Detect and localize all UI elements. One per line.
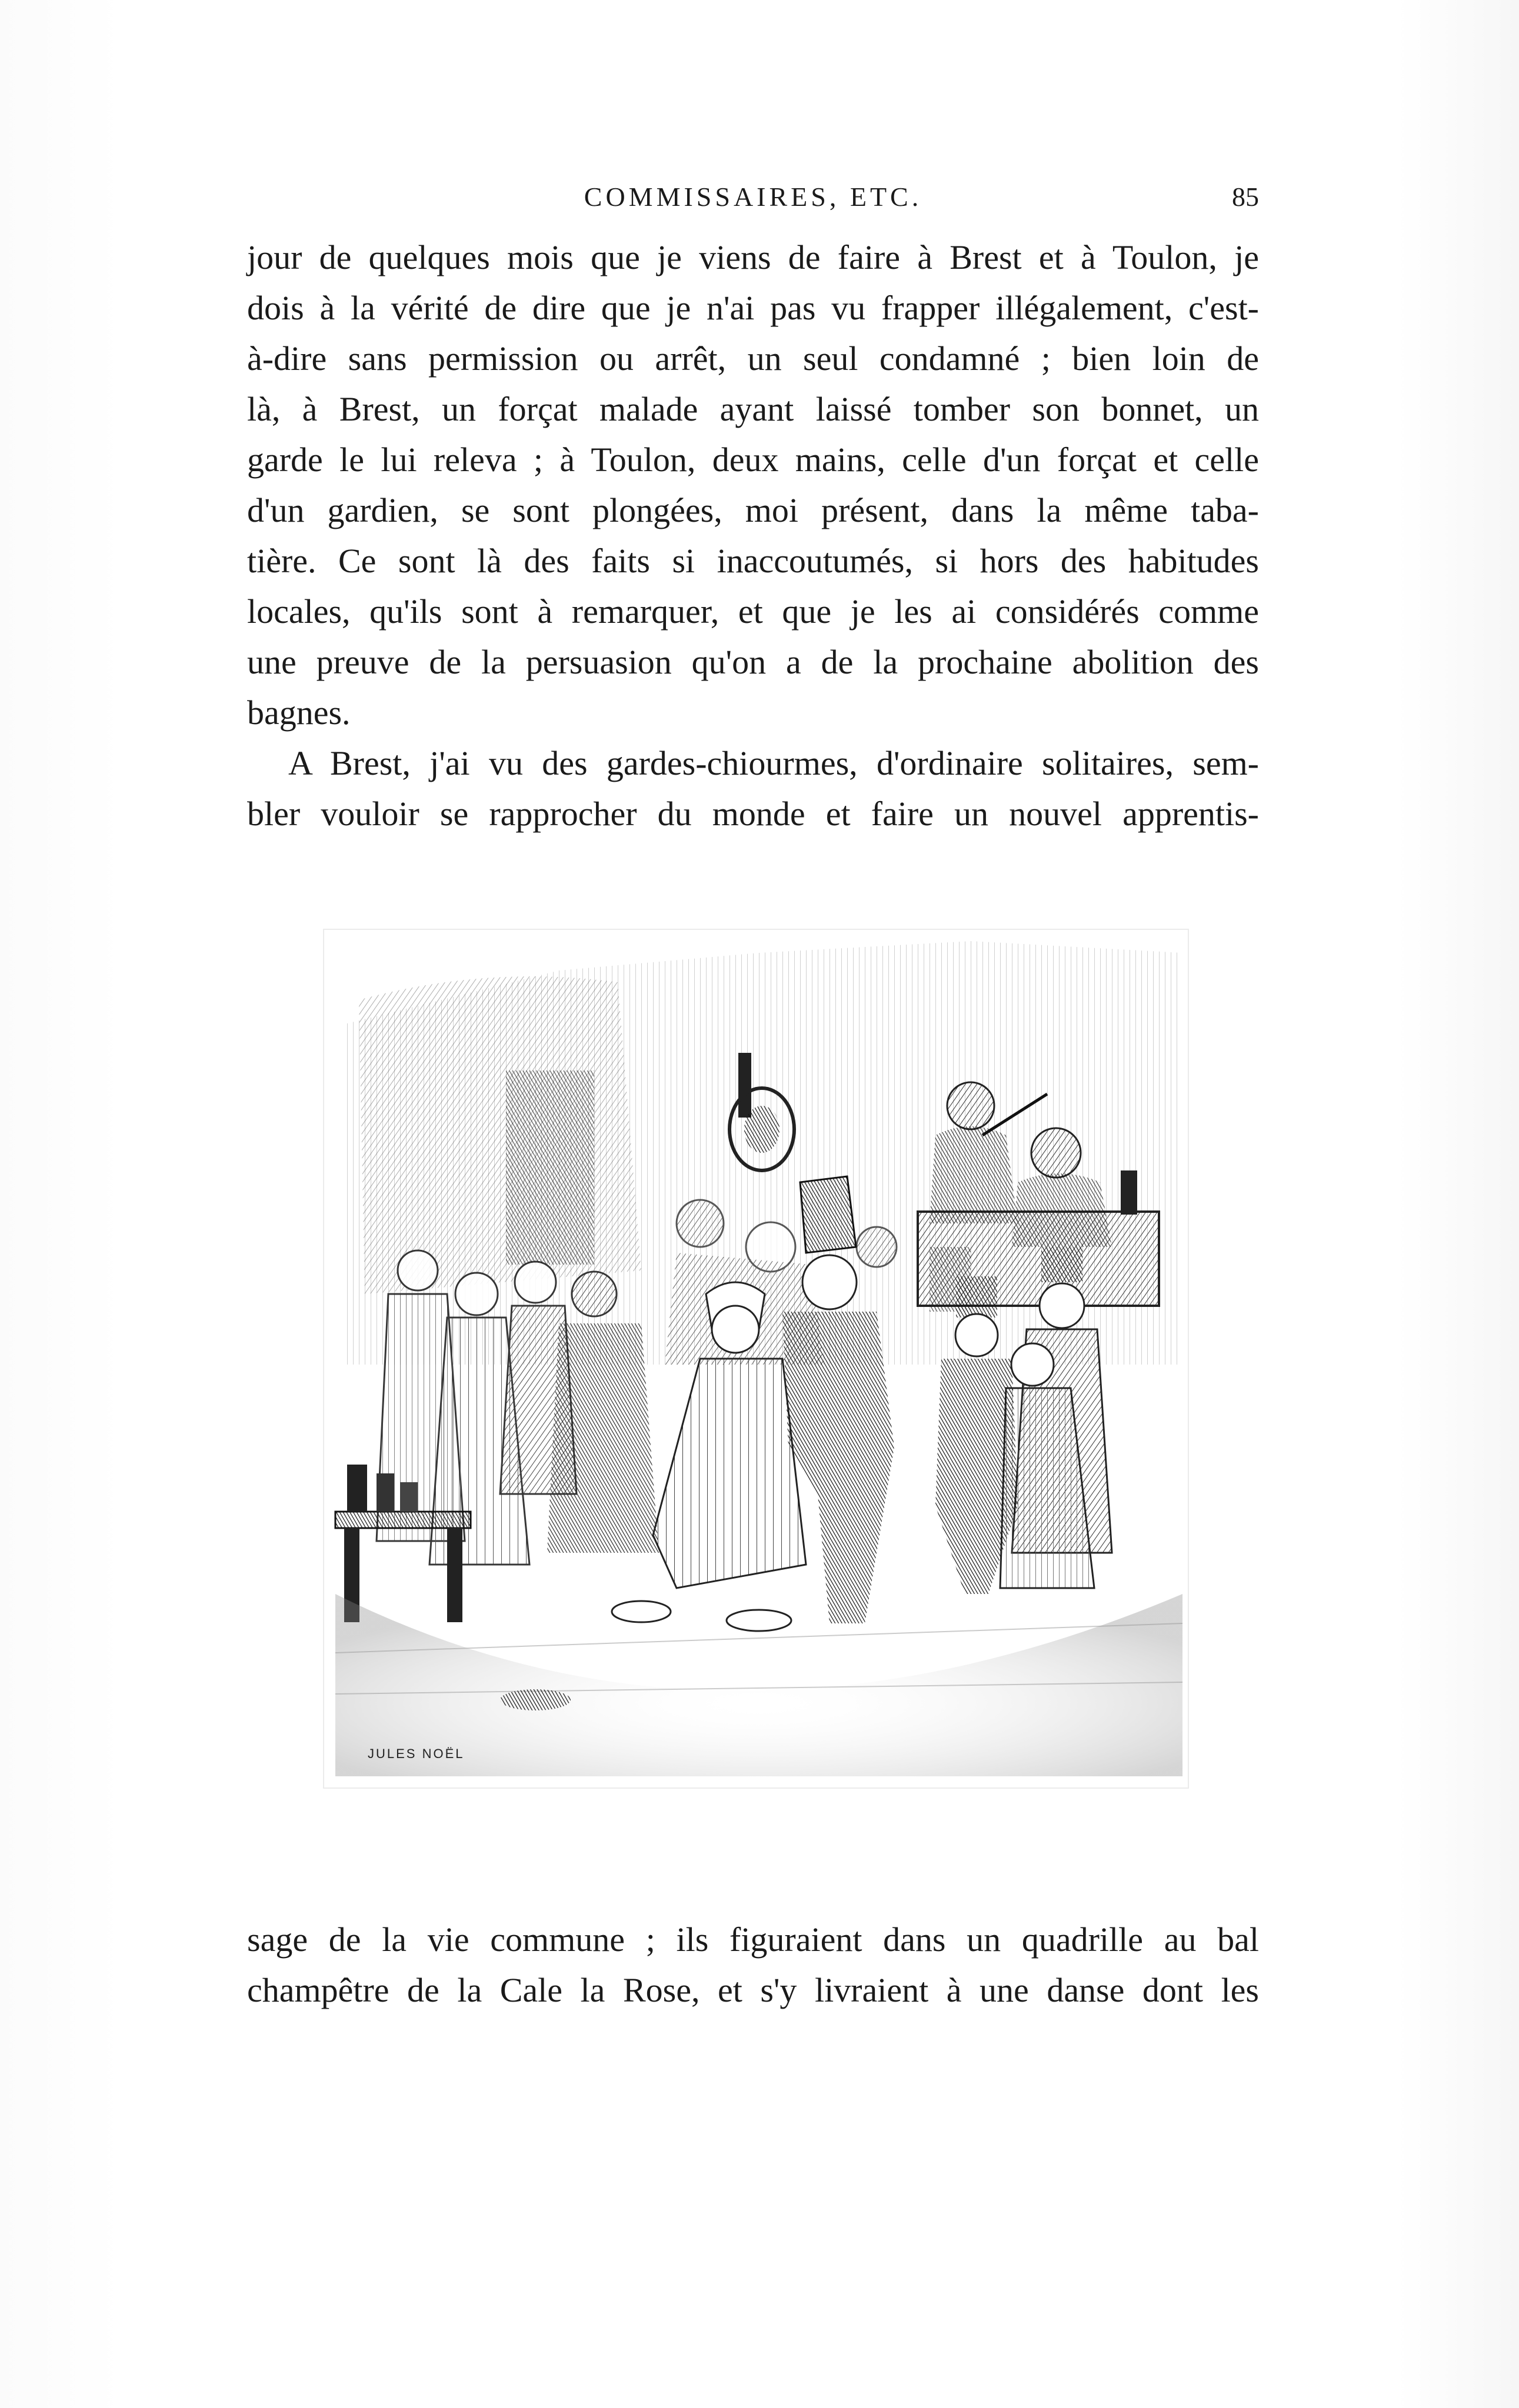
text-line: tière. Ce sont là des faits si inaccoutumés, si hors des habitudes: [247, 542, 1259, 580]
text-line: à-dire sans permission ou arrêt, un seul condamné ; bien loin de: [247, 339, 1259, 378]
text-line: jour de quelques mois que je viens de faire à Brest et à Toulon, je: [247, 238, 1259, 276]
dance-scene-engraving: [312, 918, 1200, 1823]
text-line: une preuve de la persuasion qu'on a de la prochaine abolition des: [247, 643, 1259, 681]
running-title: COMMISSAIRES, ETC.: [584, 182, 922, 212]
text-line: bler vouloir se rapprocher du monde et faire un nouvel apprentis-: [247, 795, 1259, 833]
text-line: là, à Brest, un forçat malade ayant laissé tomber son bonnet, un: [247, 390, 1259, 428]
body-text-bottom: [247, 1915, 1259, 2016]
page-number: 85: [1232, 182, 1259, 212]
text-line: bagnes.: [247, 693, 351, 732]
text-line: d'un gardien, se sont plongées, moi présent, dans la même taba-: [247, 491, 1259, 529]
text-line: garde le lui releva ; à Toulon, deux mains, celle d'un forçat et celle: [247, 441, 1259, 479]
text-line: A Brest, j'ai vu des gardes-chiourmes, d'ordinaire solitaires, sem-: [288, 744, 1259, 782]
text-line: champêtre de la Cale la Rose, et s'y livraient à une danse dont les: [247, 1971, 1259, 2009]
body-text-top: [247, 232, 1259, 839]
text-line: sage de la vie commune ; ils figuraient dans un quadrille au bal: [247, 1920, 1259, 1959]
engraving-illustration: [312, 918, 1200, 1823]
engraver-signature: JULES NOËL: [368, 1746, 465, 1761]
text-line: locales, qu'ils sont à remarquer, et que je les ai considérés comme: [247, 592, 1259, 631]
running-head: [247, 179, 1259, 215]
text-line: dois à la vérité de dire que je n'ai pas vu frapper illégalement, c'est-: [247, 289, 1259, 327]
